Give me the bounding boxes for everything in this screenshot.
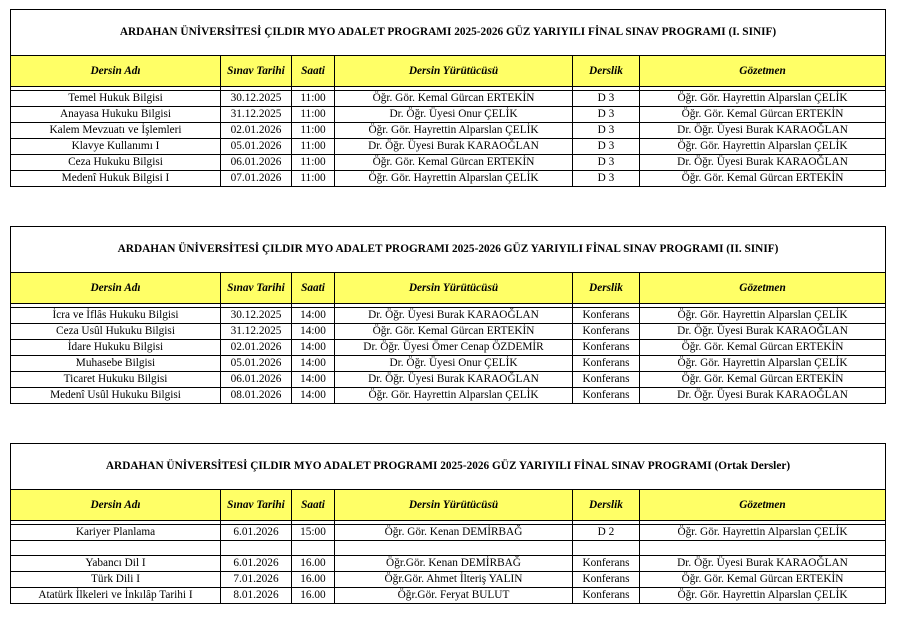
- instructor-cell: [335, 541, 573, 556]
- exam-time-cell: [292, 541, 335, 556]
- exam-time-cell: 16.00: [292, 556, 335, 572]
- exam-time-cell: 11:00: [292, 139, 335, 155]
- classroom-cell: Konferans: [573, 572, 640, 588]
- exam-date-cell: 07.01.2026: [221, 171, 292, 187]
- proctor-cell: Öğr. Gör. Kemal Gürcan ERTEKİN: [640, 372, 886, 388]
- exam-time-header: Saati: [292, 490, 335, 521]
- proctor-cell: Dr. Öğr. Üyesi Burak KARAOĞLAN: [640, 556, 886, 572]
- exam-date-cell: 8.01.2026: [221, 588, 292, 604]
- exam-time-cell: 14:00: [292, 372, 335, 388]
- course-name-cell: Ceza Usûl Hukuku Bilgisi: [11, 324, 221, 340]
- proctor-cell: Öğr. Gör. Kemal Gürcan ERTEKİN: [640, 107, 886, 123]
- exam-date-cell: 6.01.2026: [221, 525, 292, 541]
- exam-date-cell: 31.12.2025: [221, 107, 292, 123]
- classroom-cell: [573, 541, 640, 556]
- classroom-cell: Konferans: [573, 308, 640, 324]
- exam-date-cell: 02.01.2026: [221, 123, 292, 139]
- proctor-cell: Öğr. Gör. Kemal Gürcan ERTEKİN: [640, 572, 886, 588]
- exam-date-cell: 08.01.2026: [221, 388, 292, 404]
- exam-time-cell: 11:00: [292, 171, 335, 187]
- exam-date-cell: [221, 541, 292, 556]
- proctor-cell: Dr. Öğr. Üyesi Burak KARAOĞLAN: [640, 388, 886, 404]
- proctor-cell: Dr. Öğr. Üyesi Burak KARAOĞLAN: [640, 123, 886, 139]
- classroom-cell: Konferans: [573, 588, 640, 604]
- course-name-cell: Yabancı Dil I: [11, 556, 221, 572]
- classroom-header: Derslik: [573, 273, 640, 304]
- instructor-cell: Öğr. Gör. Hayrettin Alparslan ÇELİK: [335, 123, 573, 139]
- exam-time-cell: 15:00: [292, 525, 335, 541]
- instructor-cell: Öğr. Gör. Kemal Gürcan ERTEKİN: [335, 91, 573, 107]
- instructor-cell: Dr. Öğr. Üyesi Onur ÇELİK: [335, 356, 573, 372]
- course-name-header: Dersin Adı: [11, 273, 221, 304]
- course-name-cell: [11, 541, 221, 556]
- header-row: [11, 56, 886, 87]
- proctor-cell: [640, 541, 886, 556]
- table-row: [11, 388, 886, 404]
- proctor-cell: Dr. Öğr. Üyesi Burak KARAOĞLAN: [640, 155, 886, 171]
- proctor-cell: Dr. Öğr. Üyesi Burak KARAOĞLAN: [640, 324, 886, 340]
- exam-time-cell: 14:00: [292, 356, 335, 372]
- exam-date-cell: 30.12.2025: [221, 308, 292, 324]
- instructor-cell: Öğr. Gör. Hayrettin Alparslan ÇELİK: [335, 171, 573, 187]
- proctor-cell: Öğr. Gör. Hayrettin Alparslan ÇELİK: [640, 525, 886, 541]
- exam-date-header: Sınav Tarihi: [221, 56, 292, 87]
- header-row: [11, 273, 886, 304]
- proctor-cell: Öğr. Gör. Hayrettin Alparslan ÇELİK: [640, 91, 886, 107]
- course-name-cell: Medenî Hukuk Bilgisi I: [11, 171, 221, 187]
- table-row: [11, 155, 886, 171]
- blank-row: [11, 541, 886, 556]
- course-name-cell: Türk Dili I: [11, 572, 221, 588]
- instructor-cell: Dr. Öğr. Üyesi Burak KARAOĞLAN: [335, 372, 573, 388]
- exam-date-header: Sınav Tarihi: [221, 490, 292, 521]
- exam-time-cell: 11:00: [292, 155, 335, 171]
- course-name-cell: Atatürk İlkeleri ve İnkılâp Tarihi I: [11, 588, 221, 604]
- instructor-cell: Öğr.Gör. Kenan DEMİRBAĞ: [335, 556, 573, 572]
- table-title: ARDAHAN ÜNİVERSİTESİ ÇILDIR MYO ADALET PROGRAMI 2025-2026 GÜZ YARIYILI FİNAL SINAV PROGRAMI (II. SINIF): [11, 227, 886, 273]
- exam-date-cell: 06.01.2026: [221, 155, 292, 171]
- exam-date-cell: 7.01.2026: [221, 572, 292, 588]
- proctor-cell: Öğr. Gör. Hayrettin Alparslan ÇELİK: [640, 308, 886, 324]
- instructor-header: Dersin Yürütücüsü: [335, 56, 573, 87]
- course-name-cell: Temel Hukuk Bilgisi: [11, 91, 221, 107]
- course-name-cell: Medenî Usûl Hukuku Bilgisi: [11, 388, 221, 404]
- course-name-cell: Klavye Kullanımı I: [11, 139, 221, 155]
- table-row: [11, 139, 886, 155]
- classroom-cell: Konferans: [573, 356, 640, 372]
- instructor-cell: Öğr.Gör. Ahmet İlteriş YALIN: [335, 572, 573, 588]
- exam-date-cell: 05.01.2026: [221, 356, 292, 372]
- exam-time-header: Saati: [292, 56, 335, 87]
- proctor-cell: Öğr. Gör. Kemal Gürcan ERTEKİN: [640, 171, 886, 187]
- instructor-cell: Dr. Öğr. Üyesi Ömer Cenap ÖZDEMİR: [335, 340, 573, 356]
- exam-date-cell: 30.12.2025: [221, 91, 292, 107]
- proctor-cell: Öğr. Gör. Kemal Gürcan ERTEKİN: [640, 340, 886, 356]
- table-row: [11, 171, 886, 187]
- proctor-cell: Öğr. Gör. Hayrettin Alparslan ÇELİK: [640, 588, 886, 604]
- instructor-cell: Öğr. Gör. Hayrettin Alparslan ÇELİK: [335, 388, 573, 404]
- proctor-cell: Öğr. Gör. Hayrettin Alparslan ÇELİK: [640, 356, 886, 372]
- proctor-header: Gözetmen: [640, 273, 886, 304]
- course-name-header: Dersin Adı: [11, 56, 221, 87]
- instructor-header: Dersin Yürütücüsü: [335, 490, 573, 521]
- instructor-cell: Dr. Öğr. Üyesi Burak KARAOĞLAN: [335, 139, 573, 155]
- exam-date-cell: 31.12.2025: [221, 324, 292, 340]
- classroom-cell: D 3: [573, 91, 640, 107]
- table-title: ARDAHAN ÜNİVERSİTESİ ÇILDIR MYO ADALET PROGRAMI 2025-2026 GÜZ YARIYILI FİNAL SINAV PROGRAMI (I. SINIF): [11, 10, 886, 56]
- proctor-cell: Öğr. Gör. Hayrettin Alparslan ÇELİK: [640, 139, 886, 155]
- exam-date-cell: 06.01.2026: [221, 372, 292, 388]
- table-row: [11, 107, 886, 123]
- instructor-header: Dersin Yürütücüsü: [335, 273, 573, 304]
- classroom-cell: D 3: [573, 139, 640, 155]
- classroom-header: Derslik: [573, 490, 640, 521]
- schedule-table-first-year: [10, 9, 886, 187]
- exam-time-cell: 14:00: [292, 388, 335, 404]
- table-row: [11, 123, 886, 139]
- table-row: [11, 588, 886, 604]
- table-row: [11, 324, 886, 340]
- course-name-cell: Muhasebe Bilgisi: [11, 356, 221, 372]
- classroom-cell: D 3: [573, 155, 640, 171]
- exam-date-cell: 05.01.2026: [221, 139, 292, 155]
- instructor-cell: Öğr. Gör. Kemal Gürcan ERTEKİN: [335, 155, 573, 171]
- exam-date-cell: 02.01.2026: [221, 340, 292, 356]
- table-row: [11, 340, 886, 356]
- classroom-cell: D 3: [573, 171, 640, 187]
- table-row: [11, 308, 886, 324]
- course-name-header: Dersin Adı: [11, 490, 221, 521]
- classroom-cell: Konferans: [573, 324, 640, 340]
- exam-date-cell: 6.01.2026: [221, 556, 292, 572]
- table-row: [11, 572, 886, 588]
- course-name-cell: Kalem Mevzuatı ve İşlemleri: [11, 123, 221, 139]
- table-row: [11, 372, 886, 388]
- instructor-cell: Öğr.Gör. Feryat BULUT: [335, 588, 573, 604]
- table-title: ARDAHAN ÜNİVERSİTESİ ÇILDIR MYO ADALET PROGRAMI 2025-2026 GÜZ YARIYILI FİNAL SINAV PROGRAMI (Ortak Dersler): [11, 444, 886, 490]
- classroom-header: Derslik: [573, 56, 640, 87]
- exam-time-cell: 16.00: [292, 588, 335, 604]
- instructor-cell: Öğr. Gör. Kenan DEMİRBAĞ: [335, 525, 573, 541]
- header-row: [11, 490, 886, 521]
- classroom-cell: D 2: [573, 525, 640, 541]
- table-row: [11, 91, 886, 107]
- course-name-cell: İcra ve İflâs Hukuku Bilgisi: [11, 308, 221, 324]
- course-name-cell: Anayasa Hukuku Bilgisi: [11, 107, 221, 123]
- exam-time-cell: 14:00: [292, 340, 335, 356]
- instructor-cell: Dr. Öğr. Üyesi Onur ÇELİK: [335, 107, 573, 123]
- table-row: [11, 525, 886, 541]
- instructor-cell: Öğr. Gör. Kemal Gürcan ERTEKİN: [335, 324, 573, 340]
- classroom-cell: Konferans: [573, 388, 640, 404]
- classroom-cell: D 3: [573, 123, 640, 139]
- course-name-cell: İdare Hukuku Bilgisi: [11, 340, 221, 356]
- classroom-cell: D 3: [573, 107, 640, 123]
- exam-time-cell: 14:00: [292, 324, 335, 340]
- proctor-header: Gözetmen: [640, 56, 886, 87]
- course-name-cell: Kariyer Planlama: [11, 525, 221, 541]
- schedule-table-second-year: [10, 226, 886, 404]
- classroom-cell: Konferans: [573, 340, 640, 356]
- schedule-table-common-courses: [10, 443, 886, 604]
- exam-time-cell: 14:00: [292, 308, 335, 324]
- exam-time-header: Saati: [292, 273, 335, 304]
- proctor-header: Gözetmen: [640, 490, 886, 521]
- table-row: [11, 356, 886, 372]
- exam-time-cell: 16.00: [292, 572, 335, 588]
- classroom-cell: Konferans: [573, 372, 640, 388]
- exam-time-cell: 11:00: [292, 91, 335, 107]
- course-name-cell: Ceza Hukuku Bilgisi: [11, 155, 221, 171]
- exam-time-cell: 11:00: [292, 123, 335, 139]
- exam-time-cell: 11:00: [292, 107, 335, 123]
- table-row: [11, 556, 886, 572]
- course-name-cell: Ticaret Hukuku Bilgisi: [11, 372, 221, 388]
- exam-date-header: Sınav Tarihi: [221, 273, 292, 304]
- classroom-cell: Konferans: [573, 556, 640, 572]
- instructor-cell: Dr. Öğr. Üyesi Burak KARAOĞLAN: [335, 308, 573, 324]
